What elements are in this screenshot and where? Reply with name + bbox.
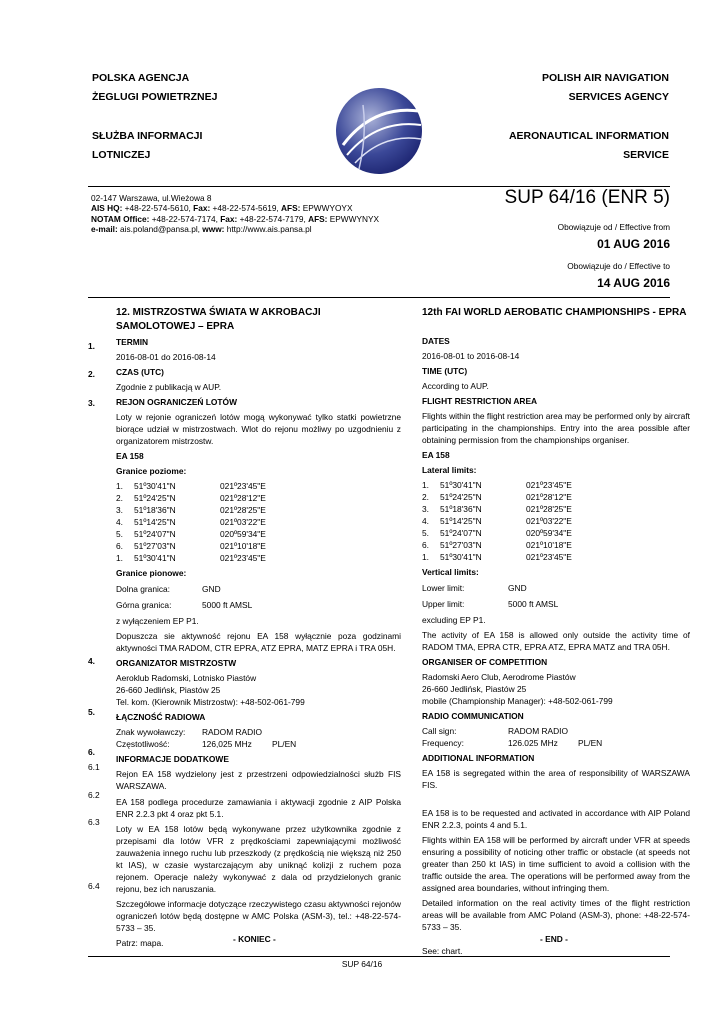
info-6-1: EA 158 is segregated within the area of responsibility of WARSZAWA FIS. bbox=[422, 768, 690, 790]
point-number: 5. bbox=[422, 528, 429, 538]
coordinates-list bbox=[116, 480, 401, 564]
upper-limit-value: 5000 ft AMSL bbox=[508, 599, 559, 609]
frequency-label: Częstotliwość: bbox=[116, 739, 170, 749]
info-6-2: EA 158 is to be requested and activated in accordance with AIP Poland ENR 2.2.3, points 4 and 5.1. bbox=[422, 808, 690, 830]
point-number: 1. bbox=[422, 552, 429, 562]
agency-name-en bbox=[509, 69, 669, 165]
longitude: 021º28'25"E bbox=[526, 504, 572, 514]
pansa-logo bbox=[333, 85, 425, 177]
upper-limit-row bbox=[422, 598, 690, 610]
page-footer: SUP 64/16 bbox=[341, 959, 383, 969]
callsign-value: RADOM RADIO bbox=[202, 727, 263, 737]
lateral-heading: Granice poziome: bbox=[116, 466, 187, 476]
organizer-line: Aeroklub Radomski, Lotnisko Piastów bbox=[116, 673, 257, 683]
email-line: e-mail: ais.poland@pansa.pl, www: http://www.ais.pansa.pl bbox=[91, 223, 312, 234]
subsection-number: 6.2 bbox=[88, 790, 100, 800]
coordinate-row bbox=[116, 492, 401, 504]
lower-limit-row bbox=[422, 582, 690, 594]
heading-rejon: REJON OGRANICZEŃ LOTÓW bbox=[116, 397, 237, 407]
latitude: 51º30'41"N bbox=[440, 480, 482, 490]
coordinate-row bbox=[116, 552, 401, 564]
excluding-text: excluding EP P1. bbox=[422, 615, 486, 625]
frequency-label: Frequency: bbox=[422, 738, 464, 748]
agency-line: SERVICE bbox=[623, 149, 669, 161]
callsign-row bbox=[116, 726, 401, 738]
ais-hq-line: AIS HQ: +48-22-574-5610, Fax: +48-22-574-5619, AFS: EPWWYOYX bbox=[91, 203, 353, 214]
point-number: 4. bbox=[116, 517, 123, 527]
longitude: 021º23'45"E bbox=[526, 552, 572, 562]
organizer-line: 26-660 Jedlińsk, Piastów 25 bbox=[116, 685, 221, 695]
lower-limit-label: Dolna granica: bbox=[116, 584, 171, 594]
area-id: EA 158 bbox=[116, 451, 144, 461]
vertical-heading: Granice pionowe: bbox=[116, 568, 187, 578]
longitude: 021º23'45"E bbox=[526, 480, 572, 490]
agency-line: POLSKA AGENCJA bbox=[92, 72, 190, 84]
agency-line: SŁUŻBA INFORMACJI bbox=[92, 130, 203, 142]
heading-dates: DATES bbox=[422, 336, 450, 346]
organiser-line: 26-660 Jedlińsk, Piastów 25 bbox=[422, 684, 527, 694]
coordinate-row bbox=[422, 479, 690, 491]
point-number: 2. bbox=[422, 492, 429, 502]
point-number: 1. bbox=[116, 553, 123, 563]
coordinates-list bbox=[422, 479, 690, 563]
upper-limit-label: Górna granica: bbox=[116, 600, 172, 610]
effective-to-date: 14 AUG 2016 bbox=[597, 276, 670, 290]
point-number: 3. bbox=[422, 504, 429, 514]
footer-divider bbox=[88, 956, 670, 957]
info-6-3: Flights within EA 158 will be performed by aircraft under VFR at speeds ensuring a possibility of noticing other traffic or obstacle (at speeds not greater than 250 kt IAS) in time sufficient to avoid a collision with the traffic outside the area. The operations will be performed away from the assigned area boundaries, without infringing them. bbox=[422, 835, 690, 893]
longitude: 021º23'45"E bbox=[220, 481, 266, 491]
subsection-number: 6.4 bbox=[88, 881, 100, 891]
upper-limit-label: Upper limit: bbox=[422, 599, 465, 609]
agency-name-pl bbox=[92, 69, 217, 165]
frequency-row bbox=[116, 738, 401, 750]
longitude: 021º28'12"E bbox=[220, 493, 266, 503]
section-number: 4. bbox=[88, 656, 95, 666]
lower-limit-label: Lower limit: bbox=[422, 583, 465, 593]
section-number: 6. bbox=[88, 747, 95, 757]
point-number: 2. bbox=[116, 493, 123, 503]
info-6-2: EA 158 podlega procedurze zamawiania i aktywacji zgodnie z AIP Polska ENR 2.2.3 pkt 4 oraz pkt 5.1. bbox=[116, 797, 401, 819]
latitude: 51º30'41"N bbox=[134, 553, 176, 563]
lower-limit-value: GND bbox=[508, 583, 527, 593]
area-description: Flights within the flight restriction area may be performed only by aircraft participating in the championships. Entry into the area possible after obtaining permission from the championships organiser. bbox=[422, 411, 690, 445]
title-en: 12th FAI WORLD AEROBATIC CHAMPIONSHIPS - EPRA bbox=[422, 307, 687, 318]
point-number: 5. bbox=[116, 529, 123, 539]
latitude: 51º30'41"N bbox=[440, 552, 482, 562]
dates-text: 2016-08-01 do 2016-08-14 bbox=[116, 352, 216, 362]
latitude: 51º24'25"N bbox=[440, 492, 482, 502]
dates-text: 2016-08-01 to 2016-08-14 bbox=[422, 351, 520, 361]
frequency-value: 126.025 MHz bbox=[508, 738, 558, 748]
subsection-number: 6.3 bbox=[88, 817, 100, 827]
time-text: Zgodnie z publikacją w AUP. bbox=[116, 382, 222, 392]
coordinate-row bbox=[116, 528, 401, 540]
effective-to-label: Obowiązuje do / Effective to bbox=[567, 261, 670, 271]
content-divider bbox=[88, 297, 670, 298]
organiser-line: Radomski Aero Club, Aerodrome Piastów bbox=[422, 672, 576, 682]
section-number: 5. bbox=[88, 707, 95, 717]
effective-from-date: 01 AUG 2016 bbox=[597, 237, 670, 251]
notam-line: NOTAM Office: +48-22-574-7174, Fax: +48-22-574-7179, AFS: EPWWYNYX bbox=[91, 213, 380, 224]
longitude: 021º03'22"E bbox=[220, 517, 266, 527]
coordinate-row bbox=[422, 539, 690, 551]
lateral-heading: Lateral limits: bbox=[422, 465, 477, 475]
coordinate-row bbox=[116, 540, 401, 552]
latitude: 51º18'36"N bbox=[440, 504, 482, 514]
heading-organizer: ORGANIZATOR MISTRZOSTW bbox=[116, 658, 237, 668]
time-text: According to AUP. bbox=[422, 381, 489, 391]
heading-restriction: FLIGHT RESTRICTION AREA bbox=[422, 396, 538, 406]
english-column bbox=[422, 306, 690, 957]
subsection-number: 6.1 bbox=[88, 762, 100, 772]
longitude: 021º03'22"E bbox=[526, 516, 572, 526]
contact-block bbox=[91, 193, 379, 234]
callsign-value: RADOM RADIO bbox=[508, 726, 569, 736]
heading-radio: RADIO COMMUNICATION bbox=[422, 711, 524, 721]
longitude: 021º23'45"E bbox=[220, 553, 266, 563]
address-line: 02-147 Warszawa, ul.Wieżowa 8 bbox=[91, 193, 212, 203]
latitude: 51º27'03"N bbox=[440, 540, 482, 550]
latitude: 51º30'41"N bbox=[134, 481, 176, 491]
longitude: 020º59'34"E bbox=[220, 529, 266, 539]
heading-termin: TERMIN bbox=[116, 337, 149, 347]
longitude: 021º10'18"E bbox=[220, 541, 266, 551]
upper-limit-row bbox=[116, 599, 401, 611]
point-number: 1. bbox=[422, 480, 429, 490]
coordinate-row bbox=[116, 480, 401, 492]
latitude: 51º24'07"N bbox=[440, 528, 482, 538]
callsign-row bbox=[422, 725, 690, 737]
coordinate-row bbox=[422, 515, 690, 527]
point-number: 6. bbox=[116, 541, 123, 551]
frequency-row bbox=[422, 737, 690, 749]
longitude: 020º59'34"E bbox=[526, 528, 572, 538]
callsign-label: Znak wywoławczy: bbox=[116, 727, 186, 737]
agency-line: SERVICES AGENCY bbox=[568, 91, 669, 103]
sup-number: SUP 64/16 (ENR 5) bbox=[504, 187, 670, 208]
effective-from-label: Obowiązuje od / Effective from bbox=[557, 222, 670, 232]
coordinate-row bbox=[422, 503, 690, 515]
longitude: 021º10'18"E bbox=[526, 540, 572, 550]
info-6-3: Loty w EA 158 lotów będą wykonywane przez użytkownika zgodnie z przepisami dla lotów VFR z prędkościami zapewniającymi możliwość zauważenia innego ruchu lub przeszkody (z prędkością nie większą niż 250 kt IAS), w czasie wystarczającym aby uniknąć kolizji z ruchem poza rejonem. Operacje należy wykonywać z dala od przydzielonych granic rejonu, bez ich naruszania. bbox=[116, 824, 401, 894]
info-6-4: Detailed information on the real activity times of the flight restriction areas will be available from AMC Poland (ASM-3), phone: +48-22-574-5733 – 35. bbox=[422, 898, 690, 932]
heading-additional: ADDITIONAL INFORMATION bbox=[422, 753, 535, 763]
organizer-line: Tel. kom. (Kierownik Mistrzostw): +48-502-061-799 bbox=[116, 697, 305, 707]
agency-line: POLISH AIR NAVIGATION bbox=[542, 72, 669, 84]
section-number: 3. bbox=[88, 398, 95, 408]
area-id: EA 158 bbox=[422, 450, 450, 460]
lower-limit-value: GND bbox=[202, 584, 221, 594]
heading-organiser: ORGANISER OF COMPETITION bbox=[422, 657, 548, 667]
coordinate-row bbox=[422, 551, 690, 563]
end-marker-pl: - KONIEC - bbox=[233, 934, 276, 944]
callsign-label: Call sign: bbox=[422, 726, 457, 736]
frequency-language: PL/EN bbox=[578, 738, 603, 748]
latitude: 51º24'07"N bbox=[134, 529, 176, 539]
title-line: SAMOLOTOWEJ – EPRA bbox=[116, 321, 235, 332]
latitude: 51º14'25"N bbox=[440, 516, 482, 526]
organiser-line: mobile (Championship Manager): +48-502-061-799 bbox=[422, 696, 613, 706]
heading-czas: CZAS (UTC) bbox=[116, 367, 164, 377]
title-pl bbox=[116, 306, 401, 334]
frequency-language: PL/EN bbox=[272, 739, 297, 749]
latitude: 51º27'03"N bbox=[134, 541, 176, 551]
heading-additional: INFORMACJE DODATKOWE bbox=[116, 754, 229, 764]
lower-limit-row bbox=[116, 583, 401, 595]
point-number: 6. bbox=[422, 540, 429, 550]
heading-radio: ŁĄCZNOŚĆ RADIOWA bbox=[116, 712, 206, 722]
coordinate-row bbox=[116, 504, 401, 516]
point-number: 3. bbox=[116, 505, 123, 515]
coordinate-row bbox=[422, 491, 690, 503]
latitude: 51º14'25"N bbox=[134, 517, 176, 527]
agency-line: LOTNICZEJ bbox=[92, 149, 151, 161]
see-chart: See: chart. bbox=[422, 946, 463, 956]
section-number: 1. bbox=[88, 341, 95, 351]
polish-column bbox=[116, 306, 401, 949]
latitude: 51º24'25"N bbox=[134, 493, 176, 503]
latitude: 51º18'36"N bbox=[134, 505, 176, 515]
see-chart: Patrz: mapa. bbox=[116, 938, 164, 948]
agency-line: AERONAUTICAL INFORMATION bbox=[508, 130, 669, 142]
section-number: 2. bbox=[88, 369, 95, 379]
longitude: 021º28'12"E bbox=[526, 492, 572, 502]
area-description: Loty w rejonie ograniczeń lotów mogą wykonywać tylko statki powietrzne biorące udział w mistrzostwach. Wlot do rejonu możliwy po uzgodnieniu z organizatorem mistrzostw. bbox=[116, 412, 401, 446]
coordinate-row bbox=[116, 516, 401, 528]
activity-text: Dopuszcza sie aktywność rejonu EA 158 wyłącznie poza godzinami aktywności TMA RADOM, CTR EPRA, ATZ EPRA, MATZ EPRA i TRA 05H. bbox=[116, 631, 401, 653]
agency-line: ŻEGLUGI POWIETRZNEJ bbox=[92, 91, 218, 103]
excluding-text: z wyłączeniem EP P1. bbox=[116, 616, 199, 626]
info-6-4: Szczegółowe informacje dotyczące rzeczywistego czasu aktywności rejonów ograniczeń lotów będą dostępne w AMC Polska (ASM-3), tel.: +48-22-574-5733 – 35. bbox=[116, 899, 401, 933]
point-number: 1. bbox=[116, 481, 123, 491]
longitude: 021º28'25"E bbox=[220, 505, 266, 515]
end-marker-en: - END - bbox=[540, 934, 568, 944]
coordinate-row bbox=[422, 527, 690, 539]
vertical-heading: Vertical limits: bbox=[422, 567, 479, 577]
info-6-1: Rejon EA 158 wydzielony jest z przestrzeni odpowiedzialności służb FIS WARSZAWA. bbox=[116, 769, 401, 791]
title-line: 12. MISTRZOSTWA ŚWIATA W AKROBACJI bbox=[116, 307, 321, 318]
upper-limit-value: 5000 ft AMSL bbox=[202, 600, 253, 610]
heading-time: TIME (UTC) bbox=[422, 366, 468, 376]
point-number: 4. bbox=[422, 516, 429, 526]
activity-text: The activity of EA 158 is allowed only outside the activity time of RADOM TMA, EPRA CTR, EPRA ATZ, EPRA MATZ and TRA 05H. bbox=[422, 630, 690, 652]
frequency-value: 126,025 MHz bbox=[202, 739, 252, 749]
